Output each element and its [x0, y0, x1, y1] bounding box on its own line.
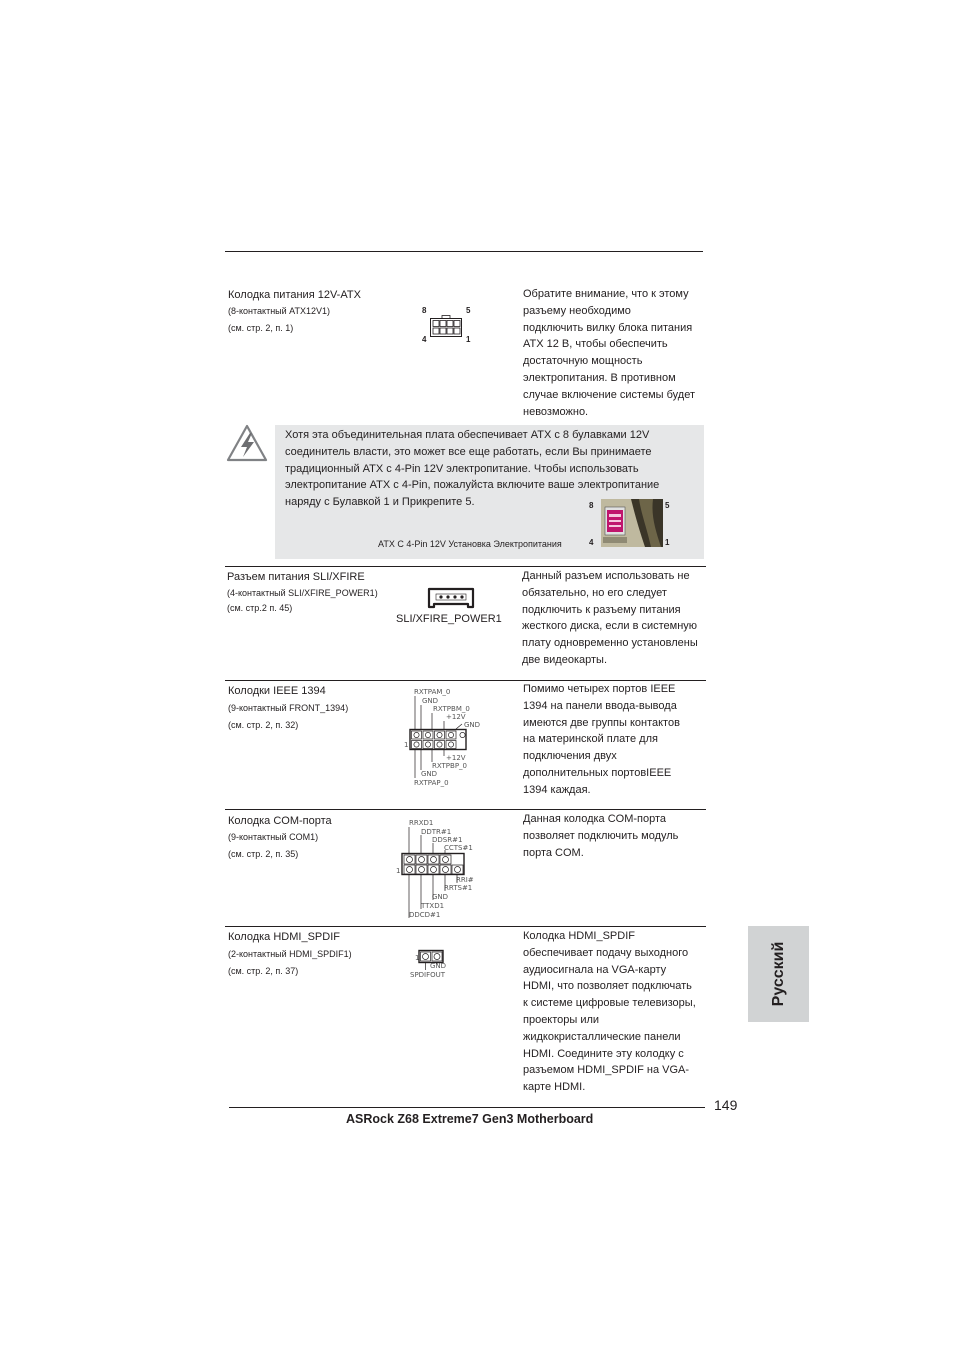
desc-line: имеются две группы контактов — [523, 716, 680, 729]
language-side-tab-label: Русский — [769, 941, 787, 1007]
com-ref: (см. стр. 2, п. 35) — [228, 849, 299, 859]
atx12v-pin-4: 4 — [422, 335, 427, 344]
com-label-gnd: GND — [432, 893, 449, 901]
warning-pin-4: 4 — [589, 538, 594, 547]
desc-line: подключения двух — [523, 750, 617, 763]
desc-line: 1394 каждая. — [523, 783, 591, 796]
com-label-ddsr1: DDSR#1 — [432, 836, 463, 844]
desc-line: разъему необходимо — [523, 304, 631, 317]
com-pin-1: 1 — [396, 867, 401, 875]
ieee-header-icon — [400, 686, 510, 790]
desc-line: подключить к разъему питания — [522, 603, 681, 616]
warning-pin-1: 1 — [665, 538, 670, 547]
hdmi-pin-diagram — [408, 946, 468, 982]
language-side-tab — [748, 926, 809, 1022]
desc-line: порта COM. — [523, 846, 584, 859]
ieee-label-rxtpbm0: RXTPBM_0 — [433, 705, 470, 713]
hdmi-label-gnd: GND — [430, 962, 447, 970]
desc-line: проекторы или — [523, 1013, 600, 1026]
com-header-icon — [396, 817, 506, 921]
warning-line: электропитание ATX с 4-Pin, пожалуйста включите ваше электропитание — [285, 479, 660, 492]
sli-ref: (см. стр.2 п. 45) — [227, 603, 293, 613]
warning-pin-5: 5 — [665, 501, 670, 510]
sli-description — [522, 568, 708, 669]
hdmi-subtitle: (2-контактный HDMI_SPDIF1) — [228, 949, 352, 959]
com-label-ccts1: CCTS#1 — [444, 844, 473, 852]
ieee-label-rxtpam0: RXTPAM_0 — [414, 688, 451, 696]
warning-line: традиционный ATX с 4-Pin 12V электропитание. Чтобы использовать — [285, 462, 639, 475]
com-label-rri: RRI# — [456, 876, 474, 884]
hdmi-ref: (см. стр. 2, п. 37) — [228, 966, 299, 976]
ieee-label-rxtpap0: RXTPAP_0 — [414, 779, 449, 787]
desc-line: HDMI. Соедините эту колодку с — [523, 1047, 684, 1060]
atx12v-description — [523, 286, 708, 420]
warning-caption: ATX С 4-Pin 12V Установка Электропитания — [378, 539, 562, 549]
ieee-pin-1: 1 — [404, 741, 409, 749]
atx12v-pin-5: 5 — [466, 306, 471, 315]
warning-line: соединитель власти, это может все еще работать, если Вы принимаете — [285, 445, 652, 458]
desc-line: две видеокарты. — [522, 653, 608, 666]
hdmi-label-spdifout: SPDIFOUT — [410, 971, 446, 979]
warning-line: наряду с Булавкой 1 и Прикрепите 5. — [285, 496, 475, 509]
sli-connector-icon — [426, 587, 476, 609]
warning-box — [275, 425, 704, 559]
hdmi-pin-1: 1 — [415, 954, 420, 962]
top-rule — [225, 251, 703, 252]
com-top-rule — [225, 809, 706, 810]
desc-line: Колодка HDMI_SPDIF — [523, 930, 635, 942]
ieee-label-12v-bottom: +12V — [446, 754, 466, 762]
sli-top-rule — [225, 566, 706, 567]
com-label-rrts1: RRTS#1 — [444, 884, 473, 892]
com-label-ddtr1: DDTR#1 — [421, 828, 452, 836]
footer-title: ASRock Z68 Extreme7 Gen3 Motherboard — [346, 1112, 594, 1126]
footer-rule — [229, 1107, 705, 1108]
desc-line: дополнительных портовIEEE — [523, 766, 672, 779]
com-label-rrxd1: RRXD1 — [409, 819, 434, 827]
ieee-pin-diagram — [400, 686, 510, 790]
desc-line: HDMI, что позволяет подключать — [523, 980, 692, 993]
desc-line: позволяет подключить модуль — [523, 829, 679, 842]
com-title: Колодка COM-порта — [228, 815, 332, 827]
desc-line: Данный разъем использовать не — [522, 570, 690, 582]
ieee-label-rxtpbp0: RXTPBP_0 — [432, 762, 468, 770]
hdmi-header-icon — [408, 946, 468, 982]
ieee-ref: (см. стр. 2, п. 32) — [228, 720, 299, 730]
desc-line: подключить вилку блока питания — [523, 321, 693, 334]
atx12v-subtitle: (8-контактный ATX12V1) — [228, 306, 331, 316]
com-pin-diagram — [396, 817, 506, 921]
desc-line: электропитания. В противном — [523, 371, 676, 384]
hdmi-top-rule — [225, 926, 706, 927]
desc-line: достаточную мощность — [523, 355, 643, 368]
hdmi-title: Колодка HDMI_SPDIF — [228, 931, 340, 943]
sli-title: Разъем питания SLI/XFIRE — [227, 571, 365, 583]
desc-line: на материнской плате для — [523, 733, 658, 746]
desc-line: 1394 на панели ввода-вывода — [523, 699, 677, 712]
atx12v-pin-1: 1 — [466, 335, 471, 344]
desc-line: к системе цифровые телевизоры, — [523, 997, 696, 1010]
desc-line: Данная колодка COM-порта — [523, 813, 667, 825]
desc-line: разъемом HDMI_SPDIF на VGA- — [523, 1064, 690, 1077]
com-subtitle: (9-контактный COM1) — [228, 832, 319, 842]
ieee-label-gnd-bottom: GND — [421, 770, 438, 778]
desc-line: Помимо четырех портов IEEE — [523, 683, 676, 695]
ieee-subtitle: (9-контактный FRONT_1394) — [228, 703, 349, 713]
desc-line: Обратите внимание, что к этому — [523, 288, 689, 300]
com-label-ddcd1: DDCD#1 — [409, 911, 441, 919]
desc-line: жесткого диска, если в системную — [522, 620, 698, 633]
ieee-label-gnd-top2: GND — [464, 721, 481, 729]
page-number: 149 — [714, 1097, 738, 1113]
com-description — [523, 811, 708, 861]
sli-subtitle: (4-контактный SLI/XFIRE_POWER1) — [227, 588, 378, 598]
desc-line: аудиосигнала на VGA-карту — [523, 963, 667, 976]
desc-line: ATX 12 В, чтобы обеспечить — [523, 338, 668, 351]
ieee-label-gnd-top1: GND — [422, 697, 439, 705]
atx12v-ref: (см. стр. 2, п. 1) — [228, 323, 294, 333]
warning-line: Хотя эта объединительная плата обеспечивает ATX с 8 булавками 12V — [285, 429, 650, 441]
desc-line: обеспечивает подачу выходного — [523, 946, 689, 959]
atx12v-connector-icon — [430, 315, 462, 337]
desc-line: невозможно. — [523, 405, 589, 418]
ieee-description — [523, 681, 708, 799]
desc-line: жидкокристаллические панели — [523, 1030, 681, 1043]
desc-line: обязательно, но его следует — [522, 586, 667, 599]
ieee-label-12v-top: +12V — [446, 713, 466, 721]
desc-line: карте HDMI. — [523, 1081, 586, 1094]
atx12v-pin-8: 8 — [422, 306, 427, 315]
desc-line: случае включение системы будет — [523, 388, 695, 401]
atx12v-connector-diagram — [418, 303, 478, 345]
ieee-title: Колодки IEEE 1394 — [228, 685, 326, 697]
desc-line: плату одновременно установлены — [522, 637, 698, 650]
sli-connector-label: SLI/XFIRE_POWER1 — [396, 613, 502, 625]
atx12v-title: Колодка питания 12V-ATX — [228, 289, 361, 301]
atx-4pin-install-photo — [601, 499, 663, 547]
hdmi-description — [523, 928, 708, 1096]
com-label-ttxd1: TTXD1 — [421, 902, 445, 910]
warning-pin-8: 8 — [589, 501, 594, 510]
warning-icon — [226, 424, 268, 462]
